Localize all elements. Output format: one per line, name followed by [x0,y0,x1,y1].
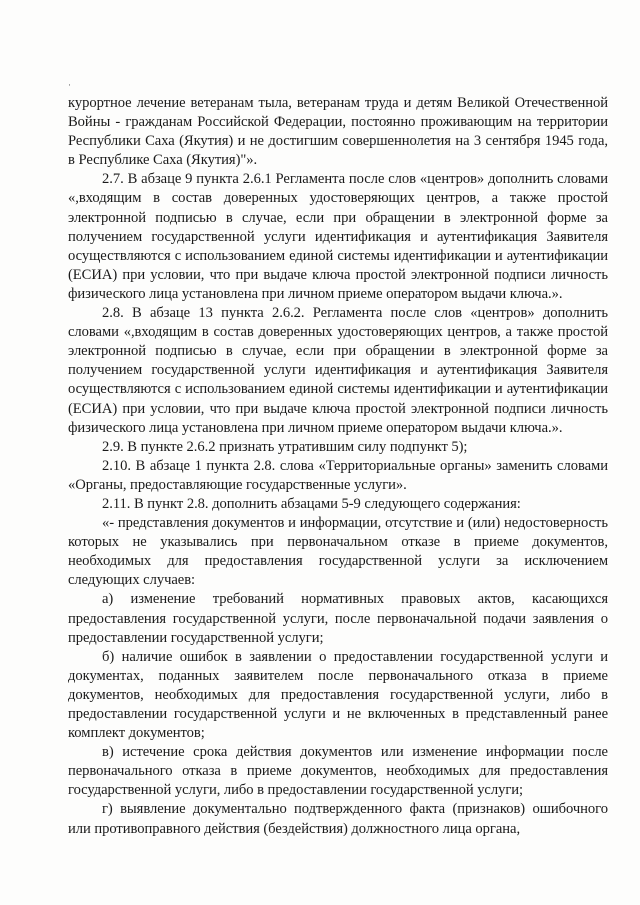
paragraph: 2.9. В пункте 2.6.2 признать утратившим силу подпункт 5); [102,438,468,455]
document-body [68,94,608,839]
paragraph: 2.10. В абзаце 1 пункта 2.8. слова «Территориальные органы» заменить словами «Органы, предоставляющие государственные услуги». [68,457,608,493]
paragraph: 2.7. В абзаце 9 пункта 2.6.1 Регламента после слов «центров» дополнить словами «,входящим в состав доверенных удостоверяющих центров, а также простой электронной подписью в случае, если при обращении в электронной форме за получением государственной услуги идентификация и аутентификация Заявителя осуществляются с использованием единой системы идентификации и аутентификации (ЕСИА) при условии, что при выдаче ключа простой электронной подписи личность физического лица установлена при личном приеме оператором выдачи ключа.». [68,171,608,302]
paragraph: «- представления документов и информации, отсутствие и (или) недостоверность которых не указывались при первоначальном отказе в приеме документов, необходимых для предоставления государственной услуги за исключением следующих случаев: [68,515,608,589]
paragraph: курортное лечение ветеранам тыла, ветеранам труда и детям Великой Отечественной Войны - гражданам Российской Федерации, постоянно проживающим на территории Республики Саха (Якутия) и не достигшим совершеннолетия на 3 сентября 1945 года, в Республике Саха (Якутия)"». [68,95,608,169]
corner-mark: · [68,80,71,90]
paragraph: 2.8. В абзаце 13 пункта 2.6.2. Регламента после слов «центров» дополнить словами «,входящим в состав доверенных удостоверяющих центров, а также простой электронной подписью в случае, если при обращении в электронной форме за получением государственной услуги идентификация и аутентификация Заявителя осуществляются с использованием единой системы идентификации и аутентификации (ЕСИА) при условии, что при выдаче ключа простой электронной подписи личность физического лица установлена при личном приеме оператором выдачи ключа.». [68,305,608,436]
paragraph: б) наличие ошибок в заявлении о предоставлении государственной услуги и документах, поданных заявителем после первоначального отказа в приеме документов, необходимых для предоставления государственной услуги, либо в предоставлении государственной услуги и не включенных в представленный ранее комплект документов; [68,648,608,742]
paragraph: в) истечение срока действия документов или изменение информации после первоначального отказа в приеме документов, необходимых для предоставления государственной услуги, либо в предоставлении государственной услуги; [68,744,608,799]
paragraph: г) выявление документально подтвержденного факта (признаков) ошибочного или противоправного действия (бездействия) должностного лица органа, [68,801,608,837]
paragraph: а) изменение требований нормативных правовых актов, касающихся предоставления государственной услуги, после первоначальной подачи заявления о предоставлении государственной услуги; [68,591,608,646]
paragraph: 2.11. В пункт 2.8. дополнить абзацами 5-9 следующего содержания: [102,495,521,512]
